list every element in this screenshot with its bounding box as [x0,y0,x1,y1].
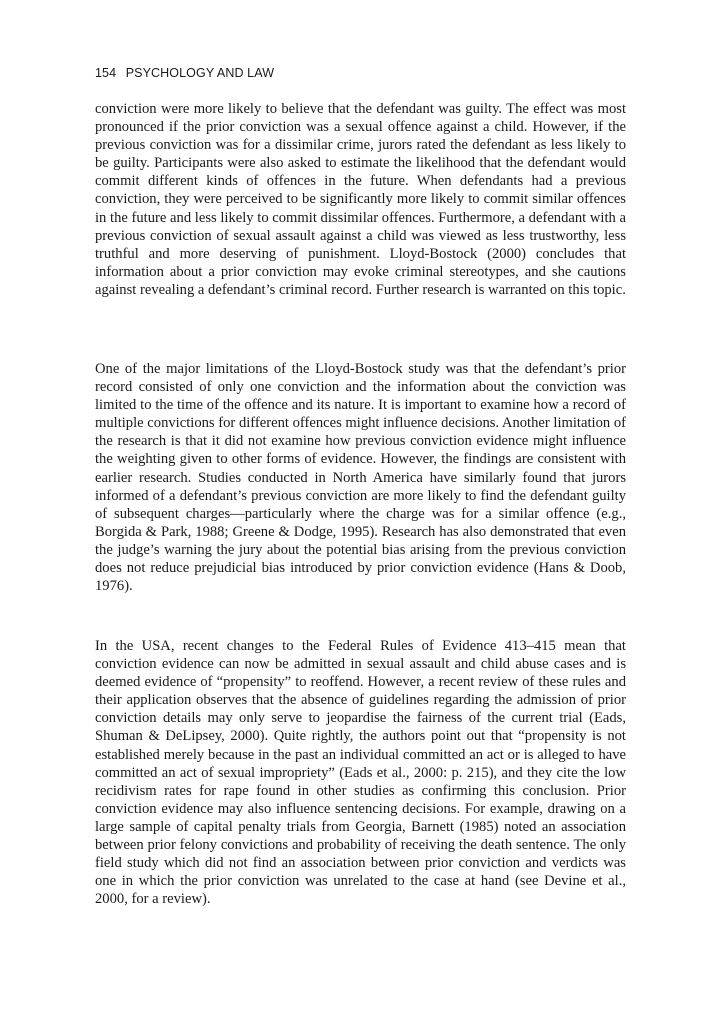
running-title: PSYCHOLOGY AND LAW [125,66,275,80]
body-paragraph-2 [95,360,626,595]
paragraph-text: conviction were more likely to believe that the defendant was guilty. The effect was most pronounced if the prior conviction was a sexual offence against a child. However, if the previous conviction was for a dissimilar crime, jurors rated the defendant as less likely to be guilty. Participants were also asked to estimate the likelihood that the defendant would commit different kinds of offences in the future. When defendants had a previous conviction, they were perceived to be significantly more likely to commit similar offences in the future and less likely to commit dissimilar offences. Furthermore, a defendant with a previous conviction of sexual assault against a child was viewed as less trustworthy, less truthful and more deserving of punishment. Lloyd-Bostock (2000) concludes that information about a prior conviction may evoke criminal stereotypes, and she cautions against revealing a defendant’s criminal record. Further research is warranted on this topic. [95,101,626,298]
paragraph-text: In the USA, recent changes to the Federal Rules of Evidence 413–415 mean that conviction evidence can now be admitted in sexual assault and child abuse cases and is deemed evidence of “propensity” to reoffend. However, a recent review of these rules and their application observes that the absence of guidelines regarding the admission of prior conviction details may only serve to jeopardise the fairness of the current trial (Eads, Shuman & DeLipsey, 2000). Quite rightly, the authors point out that “propensity is not established merely because in the past an individual committed an act or is alleged to have committed an act of sexual impropriety” (Eads et al., 2000: p. 215), and they cite the low recidivism rates for rape found in other studies as confirming this conclusion. Prior conviction evidence may also influence sentencing decisions. For example, drawing on a large sample of capital penalty trials from Georgia, Barnett (1985) noted an association between prior felony convictions and probability of receiving the death sentence. The only field study which did not find an association between prior conviction and verdicts was one in which the prior conviction was unrelated to the case at hand (see Devine et al., 2000, for a review). [95,638,626,908]
body-paragraph-1 [95,100,626,299]
body-paragraph-3 [95,637,626,908]
running-header [95,66,274,80]
page-number: 154 [95,66,117,80]
paragraph-text: One of the major limitations of the Lloyd-Bostock study was that the defendant’s prior record consisted of only one conviction and the information about the conviction was limited to the time of the offence and its nature. It is important to examine how a record of multiple convictions for different offences might influence decisions. Another limitation of the research is that it did not examine how previous conviction evidence might influence the weighting given to other forms of evidence. However, the findings are consistent with earlier research. Studies conducted in North America have similarly found that jurors informed of a defendant’s previous conviction are more likely to find the defendant guilty of subsequent charges—particularly where the charge was for a similar offence (e.g., Borgida & Park, 1988; Greene & Dodge, 1995). Research has also demonstrated that even the judge’s warning the jury about the potential bias arising from the previous conviction does not reduce prejudicial bias introduced by prior conviction evidence (Hans & Doob, 1976). [95,361,626,595]
